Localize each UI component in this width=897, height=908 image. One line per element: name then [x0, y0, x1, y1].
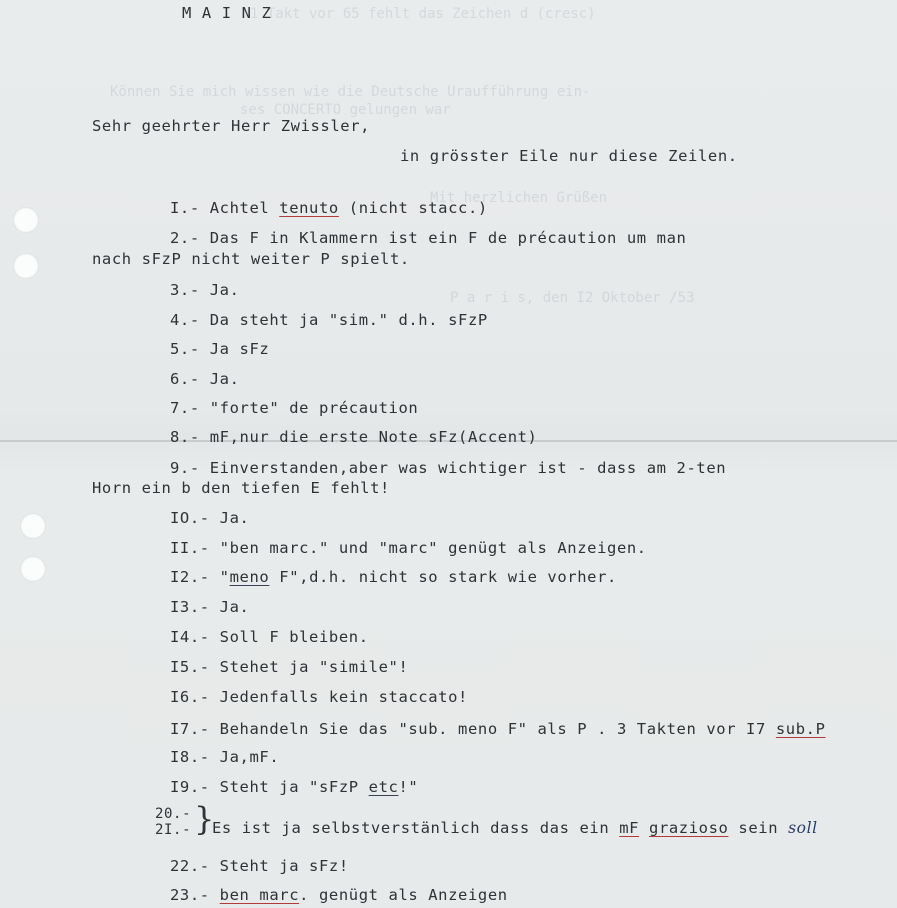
- bleed-through-line: Können Sie mich wissen wie die Deutsche Uraufführung ein-: [110, 84, 591, 100]
- list-item: [170, 199, 488, 217]
- item-number: I6.-: [170, 688, 210, 706]
- item-text: Da steht ja "sim." d.h. sFzP: [209, 311, 488, 329]
- item-number: I8.-: [170, 748, 210, 766]
- item-number: 22.-: [170, 857, 210, 875]
- spacer: [210, 886, 220, 904]
- item-number: I.-: [170, 199, 200, 217]
- spacer: [200, 311, 210, 329]
- spacer: [210, 688, 220, 706]
- item-text: Das F in Klammern ist ein F de précaution um man: [209, 229, 687, 247]
- item-number: I2.-: [170, 568, 210, 586]
- spacer: [210, 539, 220, 557]
- punch-hole: [20, 513, 46, 539]
- item-21-number: 2I.-: [155, 822, 192, 838]
- item-number: 8.-: [170, 428, 200, 446]
- list-item: [170, 598, 249, 616]
- list-item: [170, 748, 279, 766]
- item-text: Achtel: [209, 199, 280, 217]
- item-number: I5.-: [170, 658, 210, 676]
- list-item: [170, 778, 418, 796]
- item-number: I3.-: [170, 598, 210, 616]
- item-text: "forte" de précaution: [209, 399, 419, 417]
- list-item: [170, 509, 249, 527]
- spacer: [210, 748, 220, 766]
- list-item: [170, 229, 686, 247]
- spacer: [210, 778, 220, 796]
- item-number: 7.-: [170, 399, 200, 417]
- item-number: 9.-: [170, 459, 200, 477]
- item-20-21-text: [212, 819, 818, 837]
- list-item: [170, 720, 826, 738]
- list-item: [170, 428, 537, 446]
- city-heading: M A I N Z: [182, 4, 272, 22]
- item-number: 5.-: [170, 340, 200, 358]
- item-underlined-text: ben marc: [219, 886, 300, 904]
- spacer: [200, 370, 210, 388]
- list-item: [170, 340, 269, 358]
- list-item: [170, 399, 418, 417]
- combined-text-mid: [639, 819, 649, 837]
- punch-hole: [20, 556, 46, 582]
- item-text: Steht ja "sFzP: [219, 778, 369, 796]
- item-underlined-text: sub.P: [775, 720, 826, 738]
- item-9-continuation: Horn ein b den tiefen E fehlt!: [92, 479, 390, 497]
- bleed-through-line: ses CONCERTO gelungen war: [240, 102, 451, 118]
- list-item: [170, 688, 468, 706]
- item-text: Ja.: [219, 598, 250, 616]
- list-item: [170, 628, 369, 646]
- spacer: [210, 568, 220, 586]
- spacer: [210, 720, 220, 738]
- list-item: [170, 459, 726, 477]
- item-2-continuation: nach sFzP nicht weiter P spielt.: [92, 250, 410, 268]
- item-text: Steht ja sFz!: [219, 857, 349, 875]
- item-number: 4.-: [170, 311, 200, 329]
- spacer: [200, 281, 210, 299]
- combined-text-post: sein: [728, 819, 789, 837]
- item-text-post: . genügt als Anzeigen: [299, 886, 508, 904]
- combined-text-pre: Es ist ja selbstverstänlich dass das ein: [212, 819, 620, 837]
- spacer: [210, 598, 220, 616]
- item-text: Behandeln Sie das "sub. meno F" als P . 3 Takten vor I7: [219, 720, 776, 738]
- punch-hole: [13, 253, 39, 279]
- item-text: Ja.: [209, 370, 240, 388]
- list-item: [170, 857, 349, 875]
- list-item: [170, 281, 240, 299]
- list-item: [170, 539, 647, 557]
- item-underlined-text: meno: [229, 568, 270, 586]
- combined-underlined-mf: mF: [619, 819, 640, 837]
- item-text: Stehet ja "simile"!: [219, 658, 409, 676]
- item-text: Ja.: [219, 509, 250, 527]
- spacer: [200, 459, 210, 477]
- item-text: Ja,mF.: [219, 748, 280, 766]
- item-number: II.-: [170, 539, 210, 557]
- combined-underlined-grazioso: grazioso: [649, 819, 729, 837]
- item-text: Soll F bleiben.: [219, 628, 369, 646]
- bleed-through-line: P a r i s, den I2 Oktober /53: [450, 290, 695, 306]
- spacer: [200, 399, 210, 417]
- spacer: [210, 658, 220, 676]
- item-text: "ben marc." und "marc" genügt als Anzeigen.: [219, 539, 647, 557]
- item-text-post: !": [398, 778, 419, 796]
- spacer: [210, 857, 220, 875]
- item-underlined-text: etc: [368, 778, 399, 796]
- salutation: Sehr geehrter Herr Zwissler,: [92, 117, 371, 135]
- list-item: [170, 370, 240, 388]
- spacer: [210, 628, 220, 646]
- item-text: ": [219, 568, 230, 586]
- item-underlined-text: tenuto: [279, 199, 339, 217]
- spacer: [200, 229, 210, 247]
- list-item: [170, 886, 508, 904]
- spacer: [210, 509, 220, 527]
- handwritten-word: soll: [788, 819, 818, 837]
- item-text-post: (nicht stacc.): [338, 199, 488, 217]
- item-text: Einverstanden,aber was wichtiger ist - dass am 2-ten: [209, 459, 727, 477]
- item-20-number: 20.-: [155, 806, 192, 822]
- item-text: Jedenfalls kein staccato!: [219, 688, 468, 706]
- item-number: 23.-: [170, 886, 210, 904]
- item-number: 6.-: [170, 370, 200, 388]
- item-text: Ja sFz: [209, 340, 270, 358]
- brace-glyph: }: [194, 800, 215, 838]
- punch-hole: [13, 207, 39, 233]
- item-text: mF,nur die erste Note sFz(Accent): [209, 428, 538, 446]
- bleed-through-line: 1 Takt vor 65 fehlt das Zeichen d (cresc): [250, 6, 596, 22]
- item-number: I9.-: [170, 778, 210, 796]
- intro-line: in grösster Eile nur diese Zeilen.: [400, 147, 738, 165]
- item-number: IO.-: [170, 509, 210, 527]
- item-text-post: F",d.h. nicht so stark wie vorher.: [269, 568, 617, 586]
- bleed-through-line: Mit herzlichen Grüßen: [430, 190, 608, 206]
- item-number: I4.-: [170, 628, 210, 646]
- spacer: [200, 428, 210, 446]
- item-text: Ja.: [209, 281, 240, 299]
- list-item: [170, 658, 408, 676]
- item-number: 2.-: [170, 229, 200, 247]
- list-item: [170, 311, 488, 329]
- list-item: [170, 568, 617, 586]
- item-number: I7.-: [170, 720, 210, 738]
- spacer: [200, 340, 210, 358]
- spacer: [200, 199, 210, 217]
- item-number: 3.-: [170, 281, 200, 299]
